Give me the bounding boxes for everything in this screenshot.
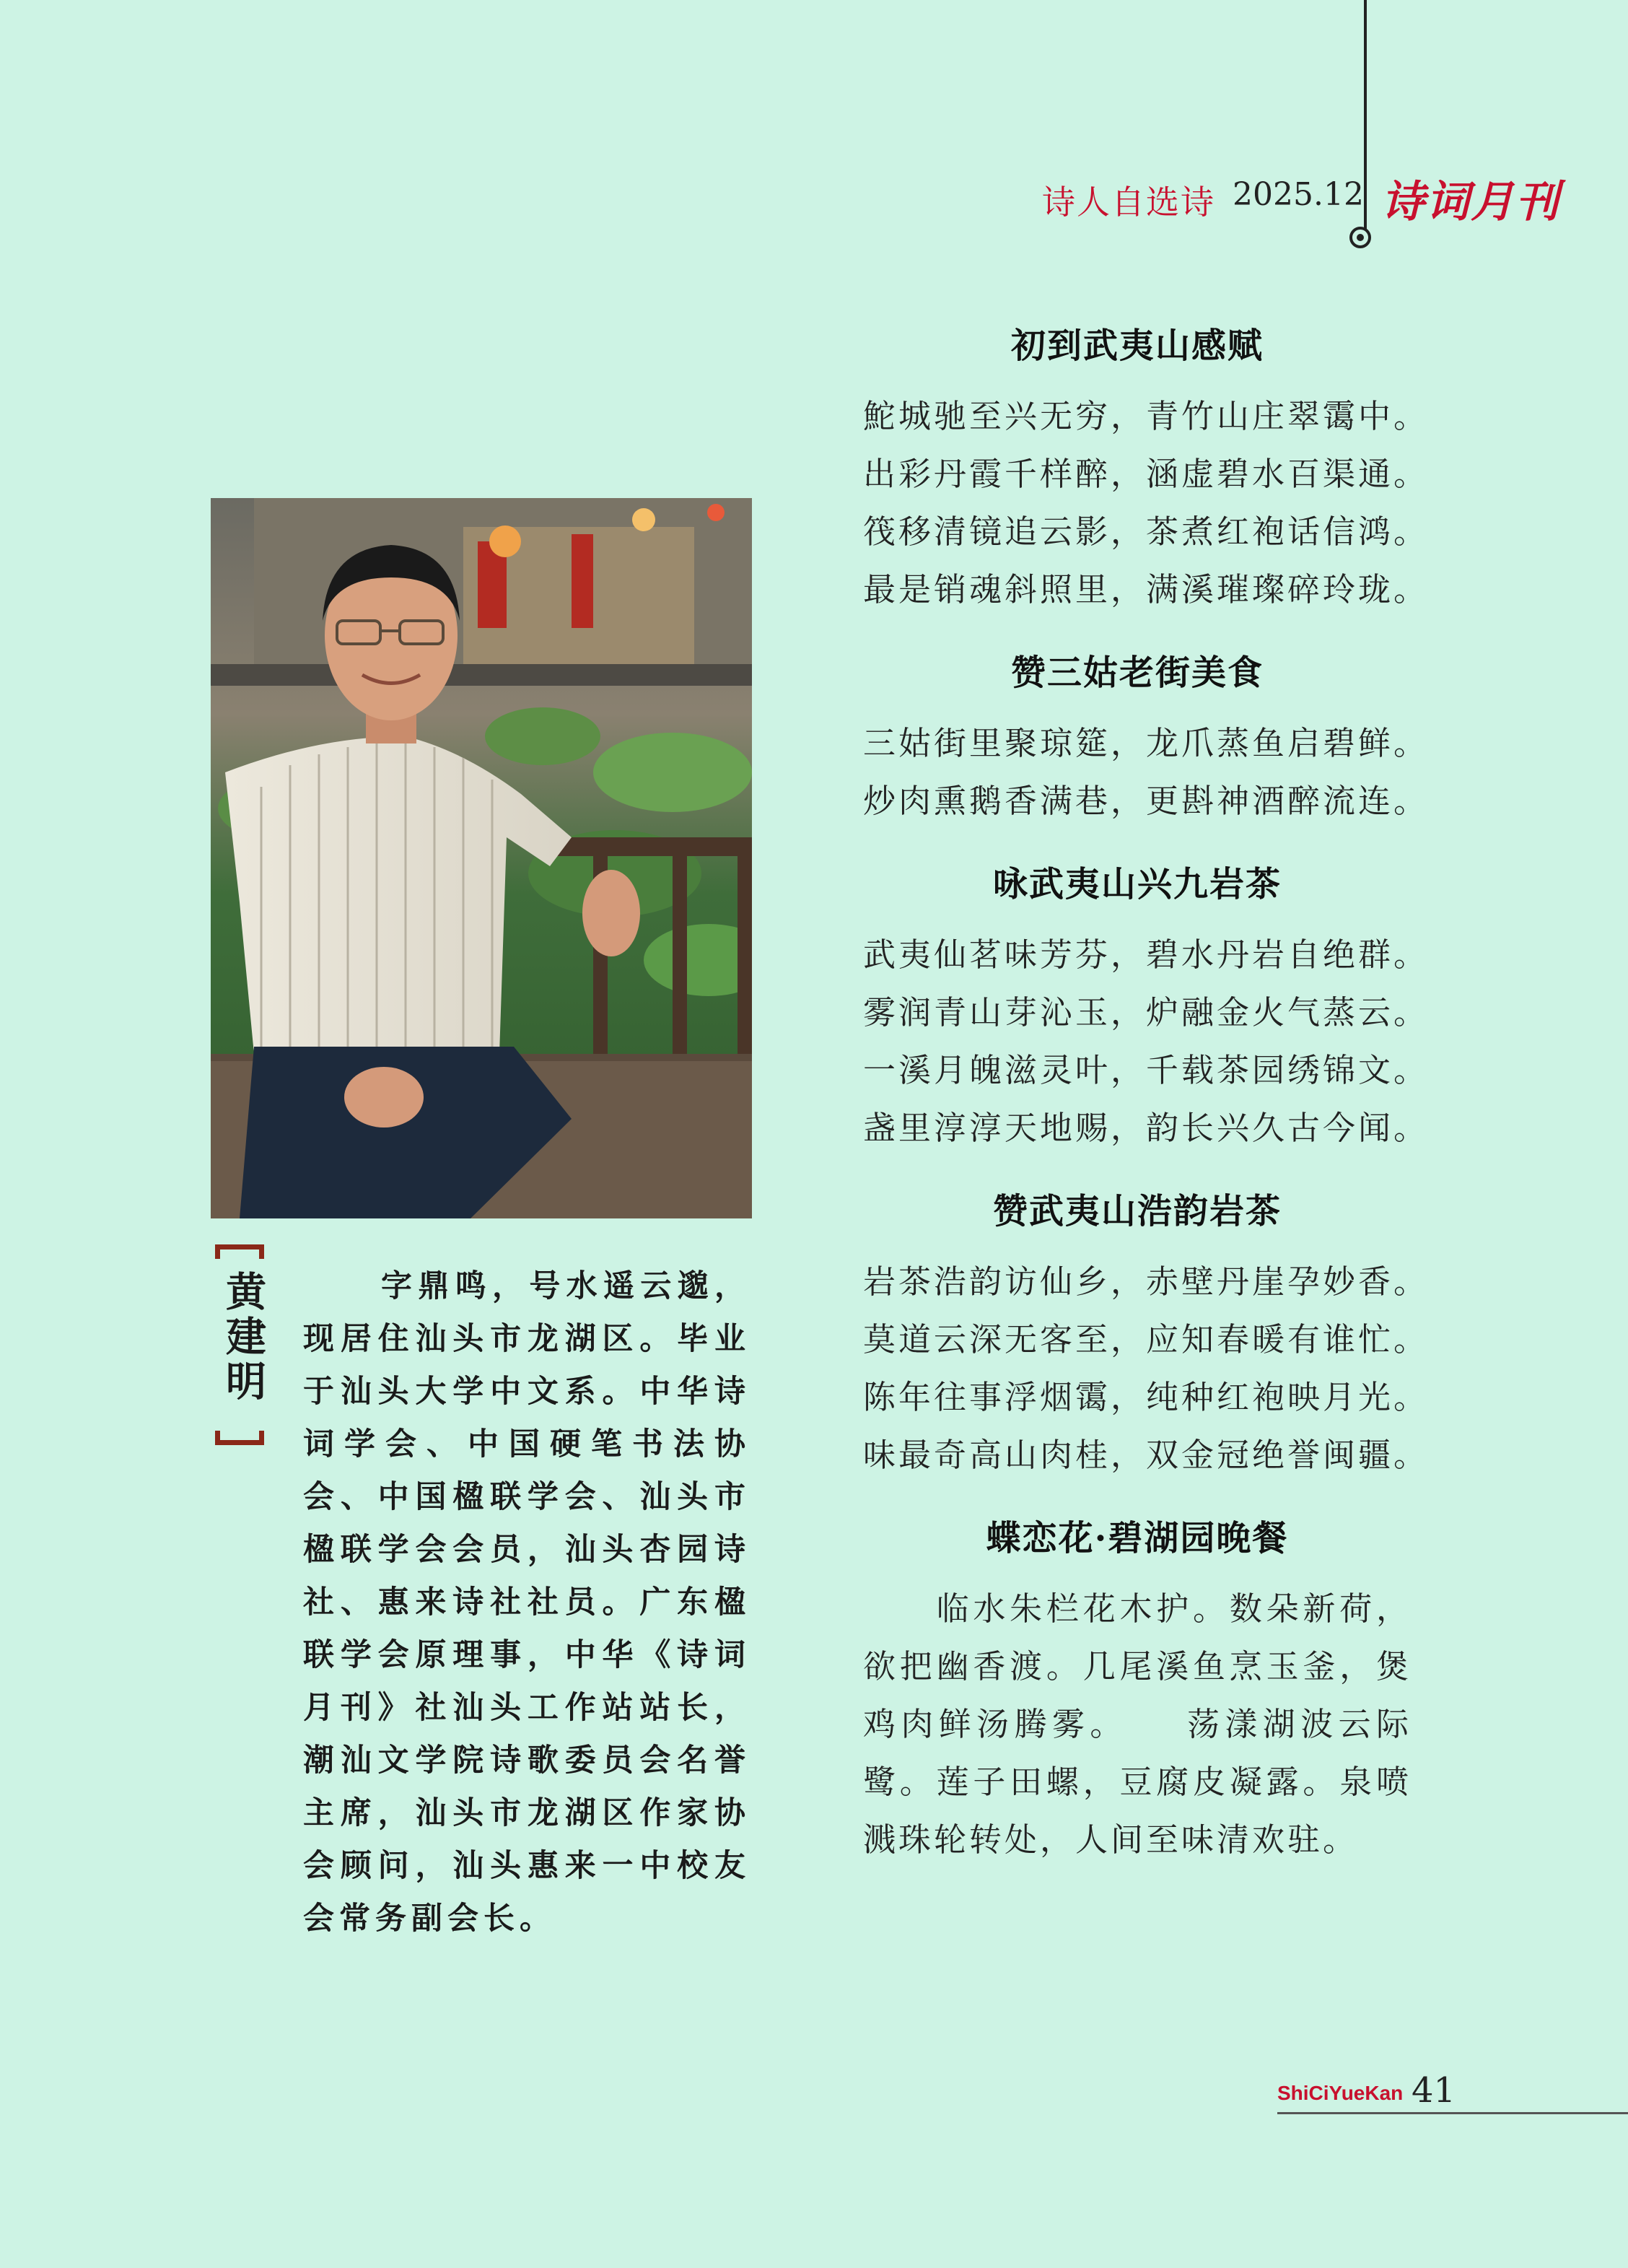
poem-line: 味最奇高山肉桂，双金冠绝誉闽疆。 — [863, 1436, 1430, 1474]
poem-line: 莫道云深无客至，应知春暖有谁忙。 — [863, 1320, 1430, 1358]
poem — [863, 318, 1430, 619]
poem-title: 初到武夷山感赋 — [1010, 326, 1264, 366]
poem-line: 鮀城驰至兴无穷，青竹山庄翠霭中。 — [863, 397, 1430, 435]
section-label: 诗人自选诗 — [1042, 183, 1215, 222]
name-bracket-bottom — [215, 1431, 264, 1445]
author-name-box — [211, 1244, 268, 1445]
name-bracket-top — [215, 1244, 264, 1259]
header-vertical-rule — [1364, 0, 1367, 230]
poem-line: 出彩丹霞千样醉，涵虚碧水百渠通。 — [863, 455, 1430, 493]
poem-line: 盏里淳淳天地赐，韵长兴久古今闻。 — [863, 1109, 1430, 1147]
poem-title: 赞三姑老街美食 — [1010, 653, 1264, 693]
author-name: 黄建明 — [219, 1270, 267, 1405]
poem-title: 赞武夷山浩韵岩茶 — [992, 1191, 1282, 1231]
poem — [863, 1510, 1412, 1869]
author-photo — [211, 498, 752, 1218]
author-bio: 字鼎鸣，号水遥云邈，现居住汕头市龙湖区。毕业于汕头大学中文系。中华诗词学会、中国硬笔书法协会、中国楹联学会、汕头市楹联学会会员，汕头杏园诗社、惠来诗社社员。广东楹联学会原理事，中华《诗词月刊》社汕头工作站站长，潮汕文学院诗歌委员会名誉主席，汕头市龙湖区作家协会顾问，汕头惠来一中校友会常务副会长。 — [303, 1268, 750, 1937]
poem-line: 筏移清镜追云影，茶煮红袍话信鸿。 — [863, 513, 1430, 551]
magazine-logo: 诗词月刊 — [1381, 177, 1560, 227]
poem-line: 炒肉熏鹅香满巷，更斟神酒醉流连。 — [863, 782, 1430, 820]
poem-line: 一溪月魄滋灵叶，千载茶园绣锦文。 — [863, 1051, 1430, 1089]
page-number: 41 — [1412, 2070, 1456, 2111]
header-circle-ornament — [1349, 227, 1371, 248]
poem-title: 咏武夷山兴九岩茶 — [992, 864, 1282, 904]
poem-line: 三姑街里聚琼筵，龙爪蒸鱼启碧鲜。 — [863, 724, 1430, 762]
poem-title: 蝶恋花·碧湖园晚餐 — [986, 1518, 1289, 1558]
poem — [863, 1183, 1430, 1484]
poems-column — [863, 318, 1430, 1895]
poem-line: 武夷仙茗味芳芬，碧水丹岩自绝群。 — [863, 935, 1430, 974]
poem-line: 岩茶浩韵访仙乡，赤壁丹崖孕妙香。 — [863, 1262, 1430, 1301]
footer-rule — [1277, 2112, 1628, 2114]
issue-date: 2025.12 — [1233, 176, 1364, 213]
poem — [863, 856, 1430, 1157]
poem-line: 雾润青山芽沁玉，炉融金火气蒸云。 — [863, 993, 1430, 1031]
poem-line: 陈年往事浮烟霭，纯种红袍映月光。 — [863, 1378, 1430, 1416]
poem-ci-text: 临水朱栏花木护。数朵新荷，欲把幽香渡。几尾溪鱼烹玉釜，煲鸡肉鲜汤腾雾。 荡漾湖波云际鹭。莲子田螺，豆腐皮凝露。泉喷溅珠轮转处，人间至味清欢驻。 — [863, 1589, 1412, 1859]
poem-line: 最是销魂斜照里，满溪璀璨碎玲珑。 — [863, 570, 1430, 609]
poem — [863, 645, 1430, 830]
footer-site-name: ShiCiYueKan — [1277, 2082, 1404, 2104]
